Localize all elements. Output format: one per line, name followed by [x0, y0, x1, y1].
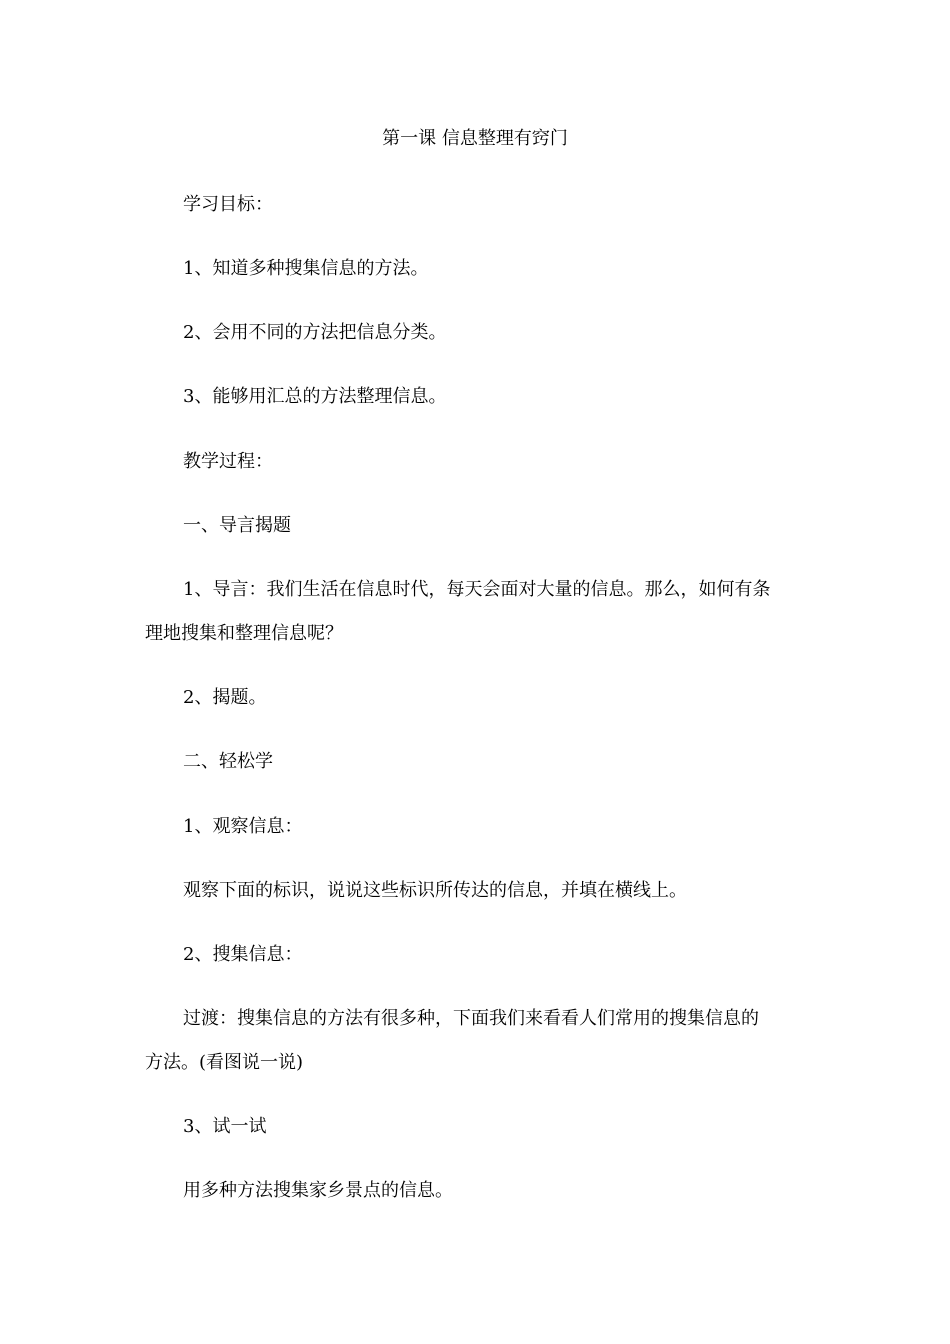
- transition-paragraph-line-1: 过渡：搜集信息的方法有很多种，下面我们来看看人们常用的搜集信息的: [183, 1008, 759, 1029]
- reveal-topic: 2、揭题。: [183, 687, 267, 708]
- try-paragraph: 用多种方法搜集家乡景点的信息。: [183, 1180, 453, 1201]
- lesson-title: 第一课 信息整理有窍门: [382, 128, 568, 149]
- process-heading: 教学过程：: [183, 451, 273, 472]
- step-collect: 2、搜集信息：: [183, 944, 303, 965]
- objective-1: 1、知道多种搜集信息的方法。: [183, 258, 429, 279]
- intro-paragraph-line-1: 1、导言：我们生活在信息时代，每天会面对大量的信息。那么，如何有条: [183, 579, 771, 600]
- objective-2: 2、会用不同的方法把信息分类。: [183, 322, 447, 343]
- transition-paragraph-line-2: 方法。(看图说一说): [145, 1052, 304, 1073]
- objectives-heading: 学习目标：: [183, 194, 273, 215]
- observe-paragraph: 观察下面的标识，说说这些标识所传达的信息，并填在横线上。: [183, 880, 687, 901]
- intro-paragraph-line-2: 理地搜集和整理信息呢？: [145, 623, 343, 644]
- objective-3: 3、能够用汇总的方法整理信息。: [183, 386, 447, 407]
- section-2-heading: 二、轻松学: [183, 751, 273, 772]
- step-observe: 1、观察信息：: [183, 816, 303, 837]
- section-1-heading: 一、导言揭题: [183, 515, 291, 536]
- step-try: 3、试一试: [183, 1116, 267, 1137]
